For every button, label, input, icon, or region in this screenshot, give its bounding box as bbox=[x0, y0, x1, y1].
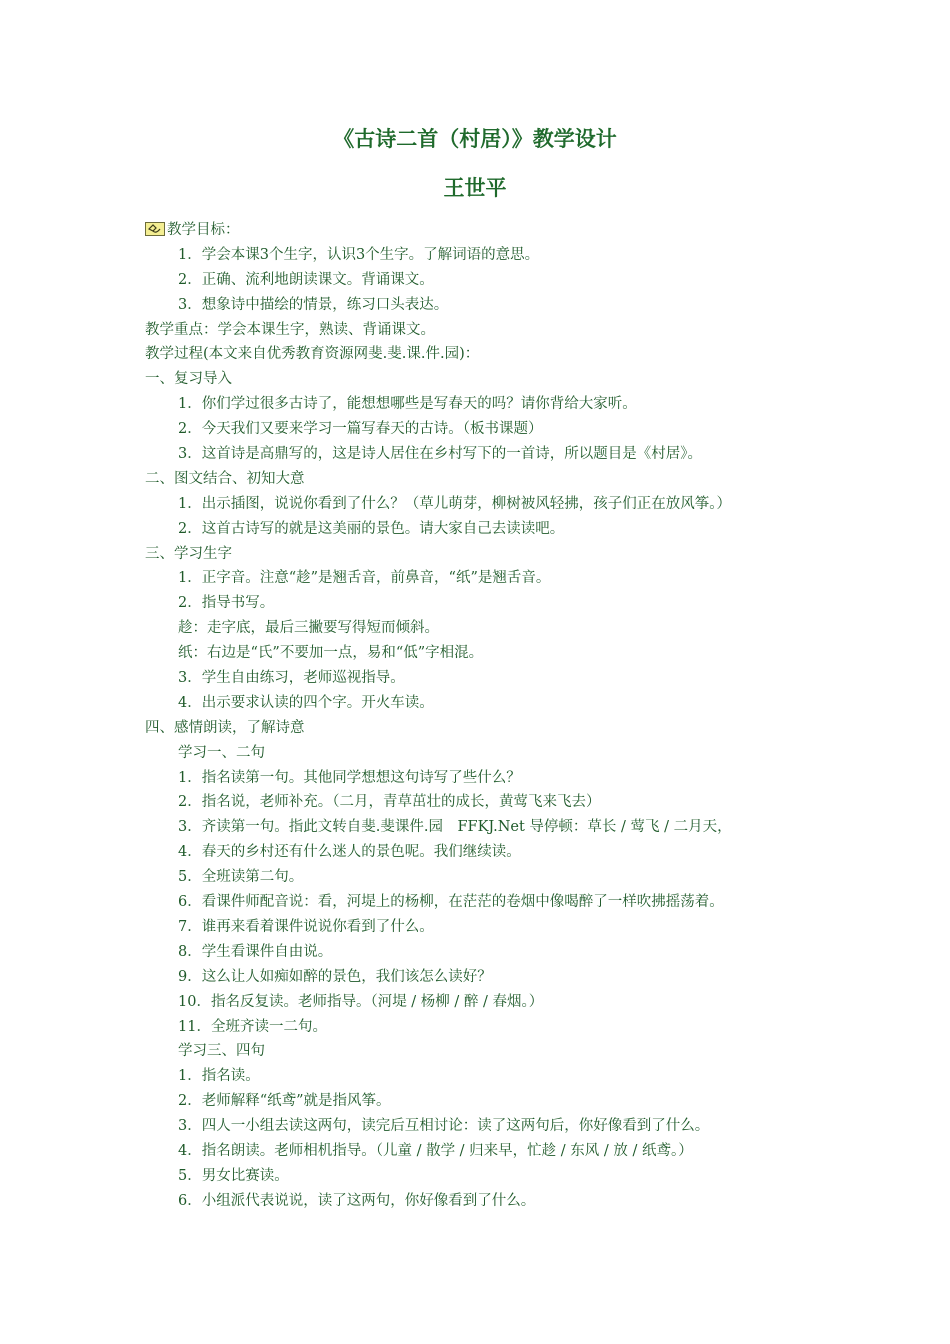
text-line bbox=[145, 367, 825, 392]
text-line bbox=[145, 940, 825, 965]
text-line bbox=[145, 318, 825, 343]
text-line bbox=[145, 915, 825, 940]
text-line-content: 三、学习生字 bbox=[145, 545, 232, 562]
note-icon bbox=[145, 222, 165, 236]
text-line bbox=[145, 492, 825, 517]
text-line bbox=[145, 790, 825, 815]
text-line bbox=[145, 1015, 825, 1040]
text-line-content: 学习一、二句 bbox=[178, 744, 265, 761]
text-line bbox=[145, 616, 825, 641]
text-line-content: 2．指名说，老师补充。（二月，青草茁壮的成长，黄莺飞来飞去） bbox=[178, 794, 601, 811]
text-line-content: 3．四人一小组去读这两句，读完后互相讨论：读了这两句后，你好像看到了什么。 bbox=[178, 1118, 710, 1135]
text-line-content: 2．老师解释“纸鸢”就是指风筝。 bbox=[178, 1093, 391, 1110]
text-line bbox=[145, 641, 825, 666]
text-line bbox=[145, 342, 825, 367]
text-line bbox=[145, 517, 825, 542]
text-line bbox=[145, 890, 825, 915]
text-line-content: 2．指导书写。 bbox=[178, 595, 275, 612]
text-line-content: 6．小组派代表说说，读了这两句，你好像看到了什么。 bbox=[178, 1192, 536, 1209]
text-line bbox=[145, 566, 825, 591]
text-line bbox=[145, 666, 825, 691]
text-line-content: 1．指名读。 bbox=[178, 1068, 260, 1085]
text-line bbox=[145, 716, 825, 741]
text-line-content: 3．这首诗是高鼎写的，这是诗人居住在乡村写下的一首诗，所以题目是《村居》。 bbox=[178, 446, 702, 463]
text-line bbox=[145, 1164, 825, 1189]
text-line-content: 8．学生看课件自由说。 bbox=[178, 943, 333, 960]
text-line-content: 1．你们学过很多古诗了，能想想哪些是写春天的吗？请你背给大家听。 bbox=[178, 396, 637, 413]
text-line-content: 10．指名反复读。老师指导。（河堤 / 杨柳 / 醉 / 春烟。） bbox=[178, 993, 544, 1010]
text-line-content: 9．这么让人如痴如醉的景色，我们该怎么读好？ bbox=[178, 968, 492, 985]
text-line-content: 5．男女比赛读。 bbox=[178, 1167, 289, 1184]
text-line-content: 3．想象诗中描绘的情景，练习口头表达。 bbox=[178, 296, 449, 313]
text-line-content: 1．学会本课3个生字，认识3个生字。了解词语的意思。 bbox=[178, 246, 540, 263]
text-line-content: 教学目标： bbox=[167, 222, 240, 238]
text-line-content: 趁：走字底，最后三撇要写得短而倾斜。 bbox=[178, 620, 439, 637]
text-line bbox=[145, 965, 825, 990]
text-line-content: 2．今天我们又要来学习一篇写春天的古诗。（板书课题） bbox=[178, 421, 543, 438]
text-line-content: 1．指名读第一句。其他同学想想这句诗写了些什么？ bbox=[178, 769, 521, 786]
text-line-content: 1．正字音。注意“趁”是翘舌音，前鼻音，“纸”是翘舌音。 bbox=[178, 570, 551, 587]
text-line bbox=[145, 865, 825, 890]
text-line bbox=[145, 268, 825, 293]
text-line-content: 教学过程(本文来自优秀教育资源网斐.斐.课.件.园)： bbox=[145, 346, 480, 363]
text-line bbox=[145, 1189, 825, 1214]
text-line-content: 11．全班齐读一二句。 bbox=[178, 1018, 327, 1035]
text-line-content: 纸：右边是“氏”不要加一点，易和“低”字相混。 bbox=[178, 645, 484, 662]
text-line bbox=[145, 1064, 825, 1089]
text-line bbox=[145, 1139, 825, 1164]
text-line-content: 5．全班读第二句。 bbox=[178, 869, 304, 886]
text-line bbox=[145, 990, 825, 1015]
text-line-content: 4．春天的乡村还有什么迷人的景色呢。我们继续读。 bbox=[178, 844, 521, 861]
text-line bbox=[145, 442, 825, 467]
text-line bbox=[145, 766, 825, 791]
text-line-content: 3．齐读第一句。指此文转自斐.斐课件.园 FFKJ.Net 导停顿：草长 / 莺飞 / 二月天， bbox=[178, 819, 732, 836]
text-line bbox=[145, 417, 825, 442]
text-line-content: 二、图文结合、初知大意 bbox=[145, 470, 305, 487]
document-body bbox=[145, 218, 825, 1214]
text-line bbox=[145, 1114, 825, 1139]
text-line bbox=[145, 218, 825, 243]
text-line bbox=[145, 840, 825, 865]
text-line bbox=[145, 691, 825, 716]
text-line bbox=[145, 392, 825, 417]
text-line-content: 3．学生自由练习，老师巡视指导。 bbox=[178, 670, 405, 687]
text-line bbox=[145, 467, 825, 492]
text-line bbox=[145, 1089, 825, 1114]
document-title: 《古诗二首（村居）》教学设计 bbox=[333, 127, 617, 151]
text-line bbox=[145, 542, 825, 567]
text-line bbox=[145, 1039, 825, 1064]
text-line-content: 教学重点：学会本课生字，熟读、背诵课文。 bbox=[145, 321, 435, 338]
text-line bbox=[145, 815, 825, 840]
text-line-content: 4．出示要求认读的四个字。开火车读。 bbox=[178, 694, 434, 711]
text-line-content: 2．正确、流利地朗读课文。背诵课文。 bbox=[178, 271, 434, 288]
text-line-content: 1．出示插图，说说你看到了什么？（草儿萌芽，柳树被风轻拂，孩子们正在放风筝。） bbox=[178, 495, 731, 512]
text-line bbox=[145, 293, 825, 318]
document-author: 王世平 bbox=[443, 176, 507, 200]
text-line-content: 4．指名朗读。老师相机指导。（儿童 / 散学 / 归来早，忙趁 / 东风 / 放 / 纸鸢。） bbox=[178, 1142, 693, 1159]
text-line-content: 2．这首古诗写的就是这美丽的景色。请大家自己去读读吧。 bbox=[178, 520, 565, 537]
text-line bbox=[145, 243, 825, 268]
text-line-content: 一、复习导入 bbox=[145, 371, 232, 388]
text-line bbox=[145, 741, 825, 766]
text-line-content: 6．看课件师配音说：看，河堤上的杨柳，在茫茫的卷烟中像喝醉了一样吹拂摇荡着。 bbox=[178, 894, 724, 911]
text-line bbox=[145, 591, 825, 616]
text-line-content: 四、感情朗读，了解诗意 bbox=[145, 719, 305, 736]
text-line-content: 学习三、四句 bbox=[178, 1043, 265, 1060]
text-line-content: 7．谁再来看着课件说说你看到了什么。 bbox=[178, 918, 434, 935]
